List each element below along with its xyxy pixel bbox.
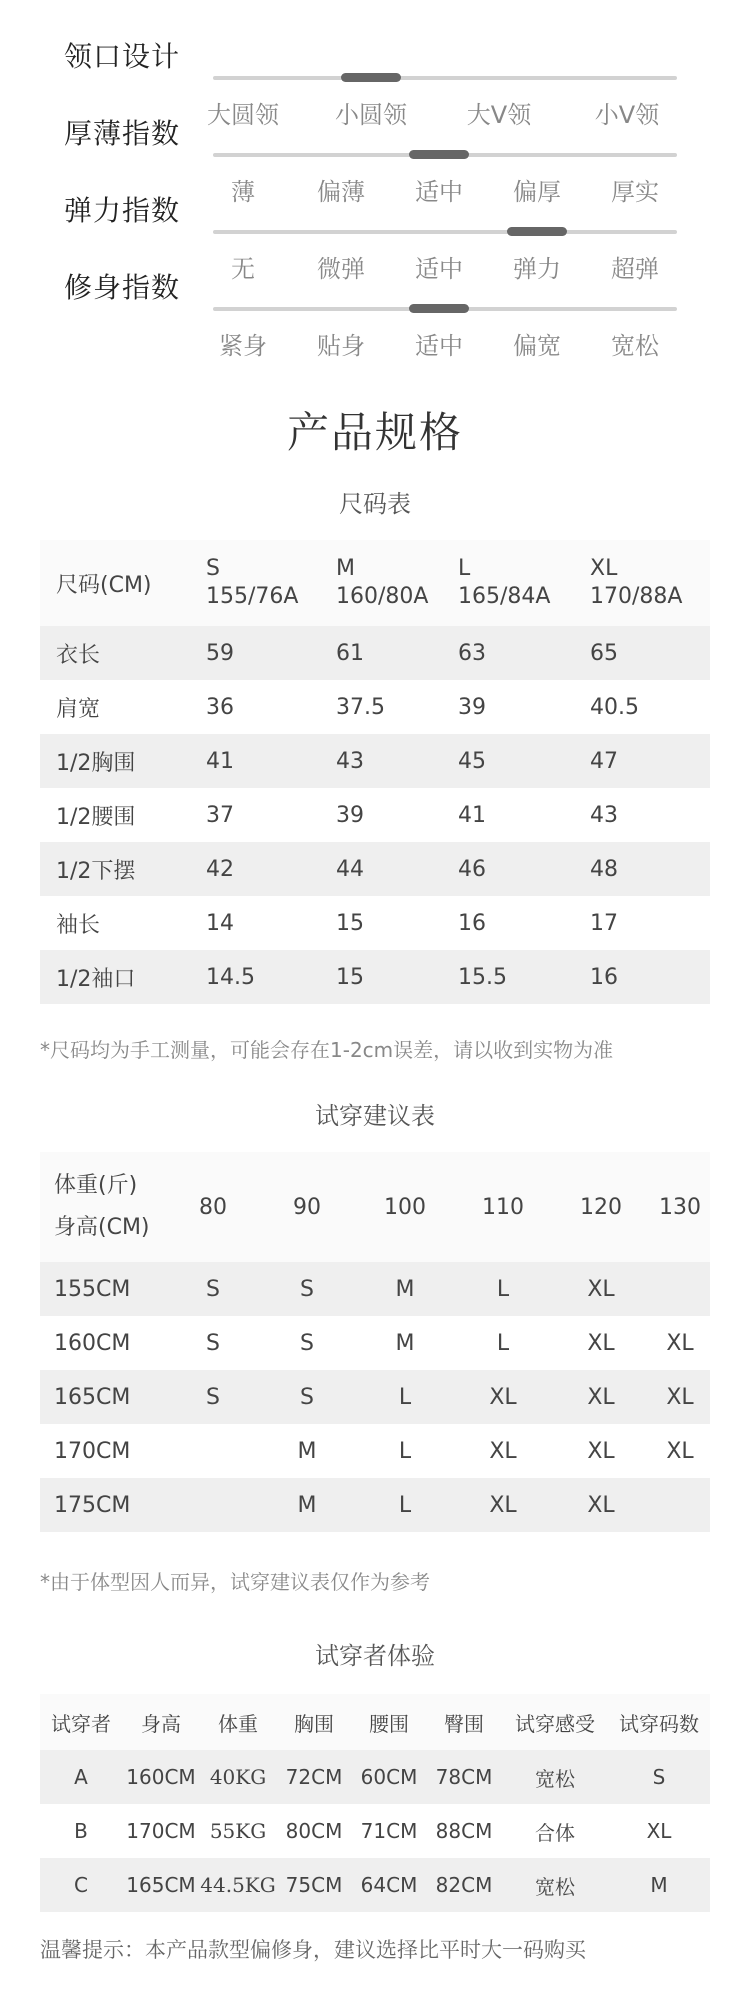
table-row [40,1804,710,1858]
table-cell: 41 [458,788,590,842]
table-cell: A [40,1750,122,1804]
size-name: M [336,556,355,581]
table-cell: 37.5 [336,680,458,734]
table-cell: 16 [458,896,590,950]
row-label: 肩宽 [40,680,206,734]
table-cell: 71CM [352,1804,426,1858]
table-cell: 14.5 [206,950,336,1004]
table-cell: XL [552,1478,650,1532]
size-code: 165/84A [458,584,551,609]
row-label: 1/2袖口 [40,950,206,1004]
section-title: 产品规格 [286,408,463,457]
table-row [40,1262,710,1316]
table-row [40,1858,710,1912]
table-cell: 78CM [426,1750,502,1804]
attr-option: 适中 [415,178,463,206]
weight-axis-label: 体重(斤) [54,1173,138,1198]
attr-option: 偏宽 [513,332,561,360]
column-header: 试穿者 [40,1694,122,1750]
table-cell: 72CM [276,1750,352,1804]
weight-header: 110 [454,1152,552,1262]
table-cell: 宽松 [502,1750,608,1804]
experience-table [40,1694,710,1912]
row-label: 衣长 [40,626,206,680]
attr-option: 微弹 [317,255,365,283]
attr-label: 领口设计 [64,40,181,73]
table-row [40,1478,710,1532]
table-cell: M [258,1478,356,1532]
size-code: 155/76A [206,584,299,609]
size-column-header [206,540,336,626]
height-label: 170CM [40,1424,168,1478]
attr-marker [507,227,567,236]
row-label: 袖长 [40,896,206,950]
fit-tip: 温馨提示：本产品款型偏修身，建议选择比平时大一码购买 [40,1938,586,1962]
table-cell: S [168,1370,258,1424]
experience-table-title: 试穿者体验 [315,1642,435,1670]
weight-header: 80 [168,1152,258,1262]
table-cell: 75CM [276,1858,352,1912]
row-label: 1/2腰围 [40,788,206,842]
column-header: 试穿码数 [608,1694,710,1750]
attr-marker [409,304,469,313]
table-cell: 165CM [122,1858,200,1912]
table-cell: 15.5 [458,950,590,1004]
table-cell: 40.5 [590,680,710,734]
table-cell: 宽松 [502,1858,608,1912]
column-header: 腰围 [352,1694,426,1750]
table-cell: 63 [458,626,590,680]
attr-row-neckline [0,25,750,129]
table-cell: 47 [590,734,710,788]
table-cell: 合体 [502,1804,608,1858]
attr-row-elasticity [0,179,750,283]
table-cell: XL [552,1370,650,1424]
size-name: XL [590,556,618,581]
attr-option: 超弹 [611,255,659,283]
attr-row-fit [0,256,750,360]
table-cell: 15 [336,896,458,950]
table-cell: 48 [590,842,710,896]
size-column-header [336,540,458,626]
table-cell: XL [552,1262,650,1316]
height-label: 165CM [40,1370,168,1424]
table-cell: S [258,1262,356,1316]
table-cell: XL [454,1424,552,1478]
table-cell: L [454,1316,552,1370]
table-cell: XL [650,1316,710,1370]
table-header-row [40,540,710,626]
table-cell: 36 [206,680,336,734]
table-header-row [40,1152,710,1262]
attr-marker [409,150,469,159]
table-cell: XL [552,1424,650,1478]
table-header-row [40,1694,710,1750]
column-header: 体重 [200,1694,276,1750]
attr-option: 紧身 [219,332,267,360]
attr-option: 小圆领 [335,101,407,129]
attr-label: 修身指数 [64,271,181,304]
column-header: 臀围 [426,1694,502,1750]
column-header: 试穿感受 [502,1694,608,1750]
table-cell: 45 [458,734,590,788]
attr-row-thickness [0,102,750,206]
size-table-note: *尺码均为手工测量，可能会存在1-2cm误差，请以收到实物为准 [40,1038,614,1062]
table-cell [168,1478,258,1532]
attr-option: 无 [231,255,255,283]
table-cell: 16 [590,950,710,1004]
size-code: 170/88A [590,584,683,609]
fit-table [40,1152,710,1532]
table-cell: 40KG [200,1750,276,1804]
table-row [40,680,710,734]
attr-option: 偏厚 [513,178,561,206]
size-name: S [206,556,220,581]
table-cell: 61 [336,626,458,680]
height-label: 175CM [40,1478,168,1532]
attr-option: 大圆领 [207,101,279,129]
attr-option: 适中 [415,255,463,283]
row-label: 1/2下摆 [40,842,206,896]
size-name: L [458,556,471,581]
table-cell: 41 [206,734,336,788]
table-row [40,1424,710,1478]
attr-option: 偏薄 [317,178,365,206]
fit-table-note: *由于体型因人而异，试穿建议表仅作为参考 [40,1570,430,1594]
size-table-title: 尺码表 [339,490,411,518]
table-cell: 59 [206,626,336,680]
attr-option: 宽松 [611,332,659,360]
table-cell: 80CM [276,1804,352,1858]
table-cell: XL [454,1478,552,1532]
attr-option: 适中 [415,332,463,360]
table-row [40,1370,710,1424]
table-cell: M [608,1858,710,1912]
row-label: 1/2胸围 [40,734,206,788]
table-cell: S [168,1262,258,1316]
weight-header: 90 [258,1152,356,1262]
table-cell: L [356,1424,454,1478]
attr-marker [341,73,401,82]
table-cell: 39 [458,680,590,734]
fit-corner [40,1152,168,1262]
table-row [40,842,710,896]
table-cell: 65 [590,626,710,680]
table-cell: XL [608,1804,710,1858]
table-row [40,1750,710,1804]
table-row [40,734,710,788]
table-cell: L [356,1478,454,1532]
size-column-header [458,540,590,626]
table-cell: 60CM [352,1750,426,1804]
table-cell: XL [650,1370,710,1424]
table-cell: L [454,1262,552,1316]
column-header: 胸围 [276,1694,352,1750]
height-label: 160CM [40,1316,168,1370]
table-cell: 46 [458,842,590,896]
height-label: 155CM [40,1262,168,1316]
attr-option: 薄 [231,178,255,206]
table-cell: 44 [336,842,458,896]
table-cell: S [258,1370,356,1424]
table-cell: 42 [206,842,336,896]
table-row [40,950,710,1004]
table-cell: S [608,1750,710,1804]
attr-option: 弹力 [513,255,561,283]
attr-option: 厚实 [611,178,659,206]
table-cell: XL [650,1424,710,1478]
attr-label: 弹力指数 [64,194,181,227]
table-row [40,788,710,842]
weight-header: 120 [552,1152,650,1262]
height-axis-label: 身高(CM) [54,1215,150,1240]
table-cell: M [356,1316,454,1370]
table-cell: XL [552,1316,650,1370]
table-cell [650,1262,710,1316]
attr-track [213,76,677,80]
table-cell: 88CM [426,1804,502,1858]
table-cell: L [356,1370,454,1424]
table-cell: 64CM [352,1858,426,1912]
attr-option: 小V领 [594,101,660,129]
table-cell: 15 [336,950,458,1004]
table-cell: 55KG [200,1804,276,1858]
table-cell: 44.5KG [200,1858,276,1912]
table-row [40,1316,710,1370]
size-table [40,540,710,1004]
weight-header: 100 [356,1152,454,1262]
size-code: 160/80A [336,584,429,609]
table-row [40,896,710,950]
size-corner-label: 尺码(CM) [40,540,206,626]
table-row [40,626,710,680]
table-cell: 37 [206,788,336,842]
table-cell: C [40,1858,122,1912]
table-cell: 14 [206,896,336,950]
attr-track [213,230,677,234]
column-header: 身高 [122,1694,200,1750]
table-cell [168,1424,258,1478]
fit-table-title: 试穿建议表 [315,1102,435,1130]
size-column-header [590,540,710,626]
table-cell: 43 [590,788,710,842]
table-cell: 43 [336,734,458,788]
table-cell: XL [454,1370,552,1424]
attr-label: 厚薄指数 [64,117,181,150]
table-cell: 82CM [426,1858,502,1912]
table-cell: 17 [590,896,710,950]
table-cell: M [356,1262,454,1316]
table-cell: 170CM [122,1804,200,1858]
table-cell: S [168,1316,258,1370]
table-cell: 39 [336,788,458,842]
table-cell: 160CM [122,1750,200,1804]
attr-option: 贴身 [317,332,365,360]
attr-option: 大V领 [466,101,532,129]
weight-header: 130 [650,1152,710,1262]
table-cell [650,1478,710,1532]
table-cell: M [258,1424,356,1478]
table-cell: S [258,1316,356,1370]
table-cell: B [40,1804,122,1858]
